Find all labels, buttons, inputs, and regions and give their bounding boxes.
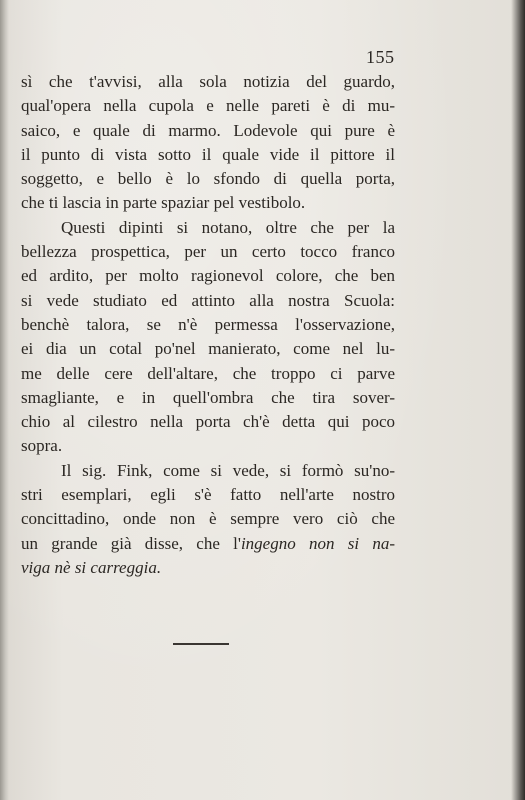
text-line-content: saico, e quale di marmo. Lodevole qui pure è: [21, 120, 395, 140]
italic-quote: viga nè si carreggia.: [21, 557, 162, 577]
text-line: [21, 216, 395, 240]
text-line-content: me delle cere dell'altare, che troppo ci parve: [21, 363, 395, 383]
text-line: [21, 410, 395, 434]
text-line: [21, 362, 395, 386]
text-line: [21, 386, 395, 410]
text-line-content: il punto di vista sotto il quale vide il pittore il: [21, 144, 395, 164]
text-line: [21, 119, 395, 143]
italic-quote: ingegno non si na-: [240, 533, 395, 553]
text-line-content: si vede studiato ed attinto alla nostra Scuola:: [21, 290, 395, 310]
text-line: [21, 532, 395, 556]
text-line-content: sì che t'avvisi, alla sola notizia del guardo,: [21, 72, 395, 91]
page-right-edge-shadow: [511, 0, 525, 800]
text-line: [21, 191, 395, 215]
body-text: [21, 70, 395, 580]
text-line: [21, 70, 395, 94]
page-left-edge-shadow: [0, 0, 9, 800]
text-line-content: soggetto, e bello è lo sfondo di quella porta,: [21, 169, 395, 189]
text-line-content: sopra.: [21, 436, 63, 456]
text-line-content: smagliante, e in quell'ombra che tira sover-: [21, 387, 395, 407]
text-line-content: Il sig. Fink, come si vede, si formò su'no-: [61, 460, 395, 480]
text-line-content: ei dia un cotal po'nel manierato, come nel lu-: [21, 339, 395, 359]
text-line-content: che ti lascia in parte spaziar pel vestibolo.: [21, 193, 306, 213]
text-line: [21, 289, 395, 313]
text-line: [21, 337, 395, 361]
text-line-content: un grande già disse, che l': [21, 533, 241, 553]
text-line: [21, 434, 395, 458]
text-line-content: stri esemplari, egli s'è fatto nell'arte nostro: [21, 485, 395, 505]
text-line-content: Questi dipinti si notano, oltre che per la: [61, 217, 395, 237]
text-line-content: ed ardito, per molto ragionevol colore, che ben: [21, 266, 395, 286]
text-line-content: bellezza prospettica, per un certo tocco franco: [21, 242, 395, 262]
text-line: [21, 507, 395, 531]
text-line-content: benchè talora, se n'è permessa l'osservazione,: [21, 314, 395, 334]
text-line: [21, 264, 395, 288]
end-rule: [173, 643, 229, 645]
text-line-content: chio al cilestro nella porta ch'è detta qui poco: [21, 412, 395, 432]
text-line: [21, 167, 395, 191]
text-line: [21, 483, 395, 507]
text-line: [21, 240, 395, 264]
text-line-content: concittadino, onde non è sempre vero ciò che: [21, 509, 395, 529]
text-line: [21, 143, 395, 167]
text-line: [21, 459, 395, 483]
text-line: [21, 556, 395, 580]
text-line: [21, 94, 395, 118]
page-number: 155: [366, 47, 395, 67]
text-line: [21, 313, 395, 337]
text-line-content: qual'opera nella cupola e nelle pareti è di mu-: [21, 96, 395, 116]
